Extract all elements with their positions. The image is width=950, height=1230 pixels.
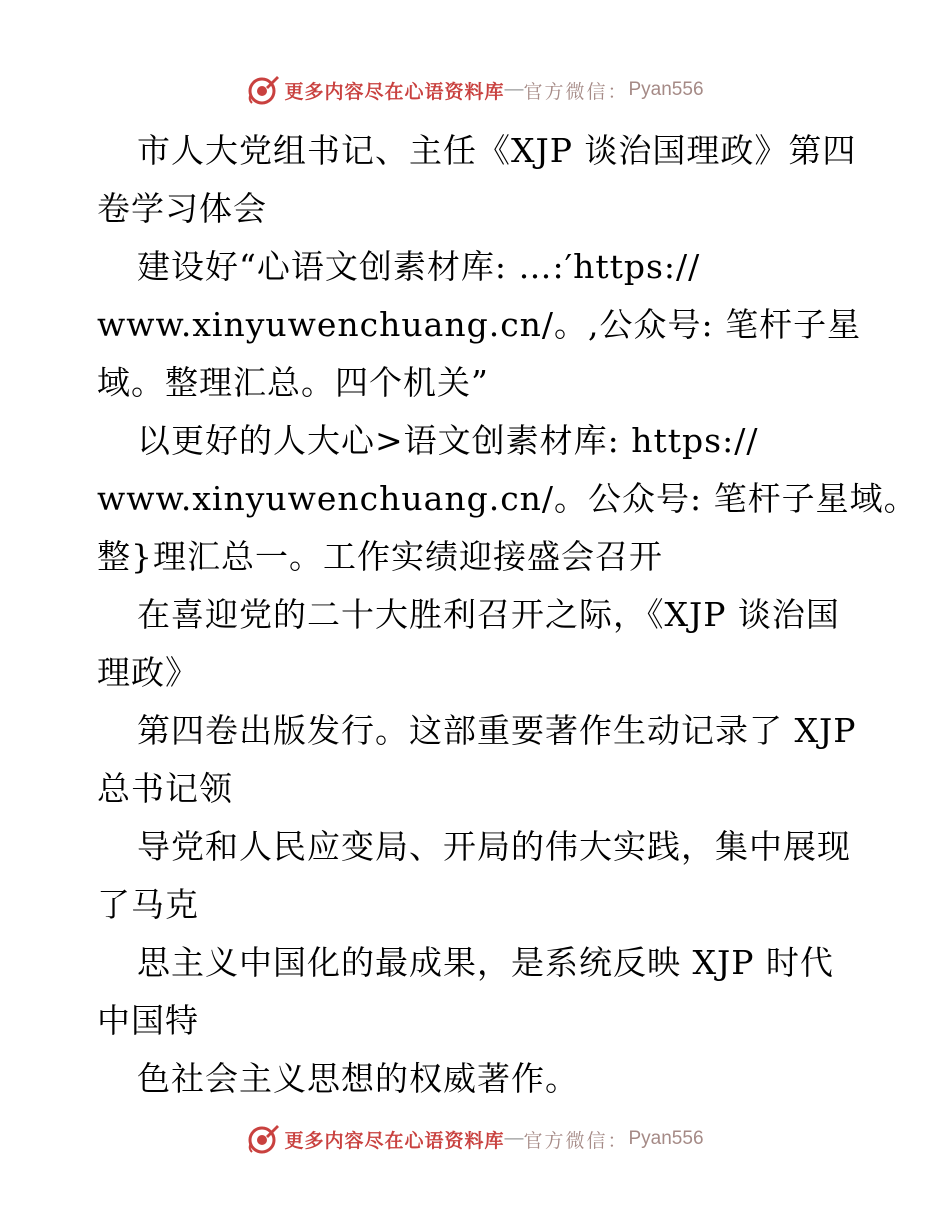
banner-dash: —	[504, 79, 524, 100]
pen-circle-logo-icon	[246, 73, 280, 107]
text-line: www.xinyuwenchuang.cn/。公众号: 笔杆子星域。	[97, 479, 918, 518]
text-line: 第四卷出版发行。这部重要著作生动记录了 XJP	[137, 711, 857, 750]
text-line: 卷学习体会	[97, 189, 267, 228]
text-line: 建设好“心语文创素材库: …:′https://	[137, 247, 701, 286]
text-line: 域。整理汇总。四个机关”	[97, 363, 489, 402]
banner-title: 更多内容尽在心语资料库	[284, 1130, 505, 1152]
banner-official-label: 官方微信：	[523, 1130, 629, 1152]
text-line: 色社会主义思想的权威著作。	[137, 1059, 579, 1098]
text-line: 了马克	[97, 885, 199, 924]
text-line: www.xinyuwenchuang.cn/。,公众号: 笔杆子星	[97, 305, 862, 344]
text-line: 思主义中国化的最成果，是系统反映 XJP 时代	[137, 943, 834, 982]
text-line: 中国特	[97, 1001, 199, 1040]
text-line: 市人大党组书记、主任《XJP 谈治国理政》第四	[137, 131, 857, 170]
text-line: 整}理汇总一。工作实绩迎接盛会召开	[97, 537, 663, 576]
banner-title: 更多内容尽在心语资料库	[284, 81, 505, 103]
header-banner	[0, 70, 950, 110]
pen-circle-logo-icon	[246, 1122, 280, 1156]
footer-banner	[0, 1119, 950, 1159]
text-line: 理政》	[97, 653, 199, 692]
text-line: 导党和人民应变局、开局的伟大实践，集中展现	[137, 827, 851, 866]
banner-wechat-id: Pyan556	[628, 1128, 704, 1149]
text-line: 总书记领	[97, 769, 233, 808]
text-line: 在喜迎党的二十大胜利召开之际，《XJP 谈治国	[137, 595, 840, 634]
banner-official-label: 官方微信：	[523, 81, 629, 103]
banner-wechat-id: Pyan556	[628, 79, 704, 100]
banner-dash: —	[504, 1128, 524, 1149]
text-line: 以更好的人大心>语文创素材库: https://	[137, 421, 759, 460]
